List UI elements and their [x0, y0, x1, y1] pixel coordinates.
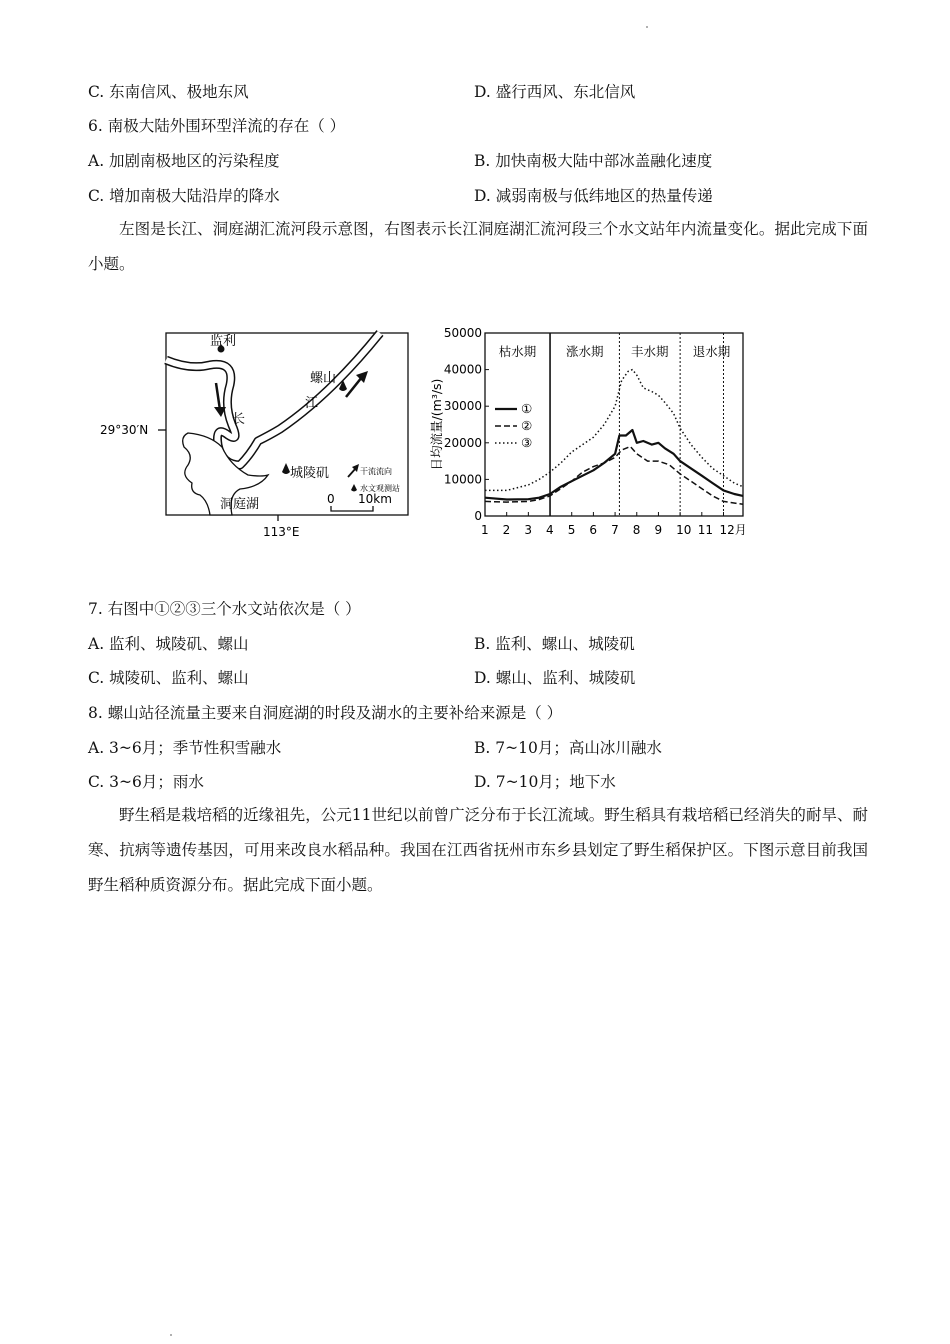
period-label: 丰水期	[631, 344, 669, 359]
q8-option-c: C. 3~6月；雨水	[88, 773, 204, 791]
x-tick-label: 7	[611, 523, 619, 537]
intro-paragraph-river: 左图是长江、洞庭湖汇流河段示意图，右图表示长江洞庭湖汇流河段三个水文站年内流量变化。据此完成下面小题。	[88, 220, 868, 273]
q7-option-c: C. 城陵矶、监利、螺山	[88, 669, 249, 687]
x-tick-label: 4	[546, 523, 554, 537]
page-dot-bottom	[170, 1334, 172, 1336]
q8-option-d: D. 7~10月；地下水	[474, 773, 616, 791]
river-label-jiang: 江	[305, 396, 319, 411]
legend-station-label: 水文观测站	[360, 484, 400, 493]
period-label: 涨水期	[565, 344, 604, 359]
river-map	[100, 325, 420, 545]
q6-option-a: A. 加剧南极地区的污染程度	[88, 152, 280, 170]
longitude-label: 113°E	[263, 525, 300, 539]
scale-distance-label: 10km	[358, 492, 392, 506]
q8-option-b: B. 7~10月；高山冰川融水	[474, 739, 662, 757]
q6-option-d: D. 减弱南极与低纬地区的热量传递	[474, 187, 713, 205]
flow-chart	[425, 325, 755, 540]
page-dot-top	[646, 26, 648, 28]
station-chenglingji-label: 城陵矶	[290, 466, 330, 481]
y-tick-label: 20000	[443, 435, 482, 450]
q8-stem: 8. 螺山站径流量主要来自洞庭湖的时段及湖水的主要补给来源是（ ）	[88, 704, 563, 722]
q5-option-c: C. 东南信风、极地东风	[88, 83, 249, 101]
period-label: 退水期	[692, 344, 731, 359]
x-tick-label: 11	[697, 523, 714, 537]
intro-paragraph-wild-rice: 野生稻是栽培稻的近缘祖先，公元11世纪以前曾广泛分布于长江流域。野生稻具有栽培稻已经消失的耐旱、耐寒、抗病等遗传基因，可用来改良水稻品种。我国在江西省抚州市东乡县划定了野生稻保护区。下图示意目前我国野生稻种质资源分布。据此完成下面小题。	[88, 806, 868, 894]
x-tick-label: 10	[676, 523, 692, 537]
q7-stem: 7. 右图中①②③三个水文站依次是（ ）	[88, 600, 361, 618]
legend-label-3: ③	[521, 435, 533, 450]
lake-label: 洞庭湖	[220, 497, 260, 512]
legend-flow-label: 干流流向	[360, 467, 392, 476]
scale-zero-label: 0	[327, 492, 335, 506]
x-tick-label: 1	[481, 523, 489, 537]
river-label-chang: 长	[232, 412, 246, 427]
legend-label-1: ①	[521, 401, 533, 416]
x-tick-label: 5	[567, 523, 576, 537]
q6-stem: 6. 南极大陆外围环型洋流的存在（ ）	[88, 117, 346, 135]
x-tick-label: 8	[632, 523, 641, 537]
y-tick-label: 30000	[443, 399, 482, 414]
q7-option-a: A. 监利、城陵矶、螺山	[88, 635, 249, 653]
x-tick-label: 12月	[719, 523, 747, 537]
q7-option-b: B. 监利、螺山、城陵矶	[474, 635, 635, 653]
y-tick-label: 10000	[443, 472, 482, 487]
legend-label-2: ②	[521, 418, 533, 433]
x-tick-label: 6	[589, 523, 598, 537]
q6-option-c: C. 增加南极大陆沿岸的降水	[88, 187, 280, 205]
y-tick-label: 50000	[443, 326, 482, 340]
q7-option-d: D. 螺山、监利、城陵矶	[474, 669, 636, 687]
station-luoshan-label: 螺山	[310, 371, 337, 386]
q8-option-a: A. 3~6月；季节性积雪融水	[88, 739, 282, 757]
y-tick-label: 0	[474, 509, 482, 523]
period-label: 枯水期	[498, 344, 537, 359]
q6-option-b: B. 加快南极大陆中部冰盖融化速度	[474, 152, 713, 170]
y-tick-label: 40000	[443, 362, 482, 377]
x-tick-label: 2	[502, 523, 511, 537]
latitude-label: 29°30′N	[100, 423, 149, 437]
station-jianli-label: 监利	[210, 334, 237, 349]
x-tick-label: 3	[524, 523, 533, 537]
q5-option-d: D. 盛行西风、东北信风	[474, 83, 636, 101]
x-tick-label: 9	[654, 523, 663, 537]
y-axis-label: 日均流量/(m³/s)	[429, 378, 444, 471]
